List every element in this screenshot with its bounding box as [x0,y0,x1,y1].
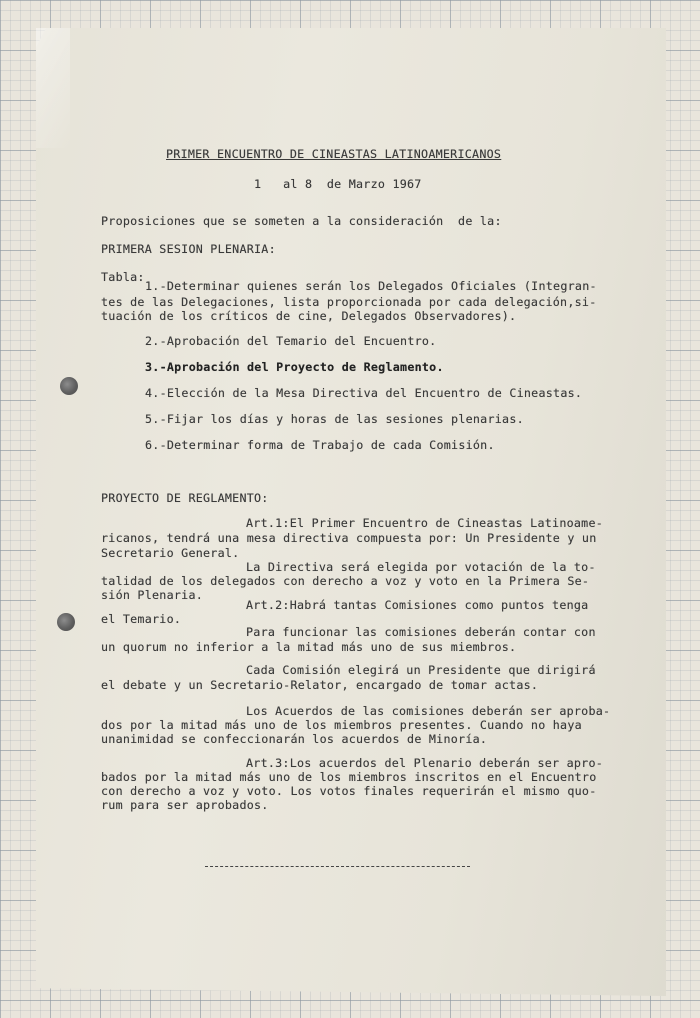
agenda-item-4: 4.-Elección de la Mesa Directiva del Encuentro de Cineastas. [145,386,583,400]
document-date: 1 al 8 de Marzo 1967 [254,177,422,191]
article-3: rum para ser aprobados. [101,798,269,812]
acuerdos-paragraph: unanimidad se confeccionarán los acuerdos de Minoría. [101,732,488,746]
agenda-item-2: 2.-Aprobación del Temario del Encuentro. [145,334,437,348]
acuerdos-paragraph: dos por la mitad más uno de los miembros presentes. Cuando no haya [101,718,582,732]
agenda-item-5: 5.-Fijar los días y horas de las sesiones plenarias. [145,412,524,426]
directiva-paragraph: La Directiva será elegida por votación de la to- [246,560,596,574]
article-2: Art.2:Habrá tantas Comisiones como puntos tenga [246,598,589,612]
article-2: el Temario. [101,612,182,626]
section-heading-plenaria: PRIMERA SESION PLENARIA: [101,242,276,256]
article-3: con derecho a voz y voto. Los votos finales requerirán el mismo quo- [101,784,597,798]
directiva-paragraph: sión Plenaria. [101,588,204,602]
agenda-item-1: tuación de los críticos de cine, Delegados Observadores). [101,309,517,323]
article-1: Art.1:El Primer Encuentro de Cineastas Latinoame- [246,516,604,530]
quorum-paragraph: un quorum no inferior a la mitad más uno de sus miembros. [101,640,517,654]
paper-fold [36,28,70,148]
article-1: ricanos, tendrá una mesa directiva compuesta por: Un Presidente y un [101,531,597,545]
article-3: Art.3:Los acuerdos del Plenario deberán ser apro- [246,756,604,770]
closing-dashed-rule [205,866,470,867]
punch-hole [60,377,78,395]
acuerdos-paragraph: Los Acuerdos de las comisiones deberán ser aproba- [246,704,611,718]
article-1: Secretario General. [101,546,240,560]
section-heading-reglamento: PROYECTO DE REGLAMENTO: [101,491,269,505]
punch-hole [57,613,75,631]
agenda-item-1: 1.-Determinar quienes serán los Delegados Oficiales (Integran- [145,279,597,293]
article-3: bados por la mitad más uno de los miembros inscritos en el Encuentro [101,770,597,784]
quorum-paragraph: Para funcionar las comisiones deberán contar con [246,625,596,639]
intro-line: Proposiciones que se someten a la consideración de la: [101,214,502,228]
comision-paragraph: Cada Comisión elegirá un Presidente que dirigirá [246,663,596,677]
directiva-paragraph: talidad de los delegados con derecho a voz y voto en la Primera Se- [101,574,590,588]
document-title: PRIMER ENCUENTRO DE CINEASTAS LATINOAMERICANOS [166,147,502,161]
agenda-item-6: 6.-Determinar forma de Trabajo de cada Comisión. [145,438,495,452]
agenda-item-1: tes de las Delegaciones, lista proporcionada por cada delegación,si- [101,295,597,309]
agenda-item-3: 3.-Aprobación del Proyecto de Reglamento. [145,360,444,374]
document-sheet [36,28,666,996]
tabla-label: Tabla: [101,270,145,284]
comision-paragraph: el debate y un Secretario-Relator, encargado de tomar actas. [101,678,539,692]
